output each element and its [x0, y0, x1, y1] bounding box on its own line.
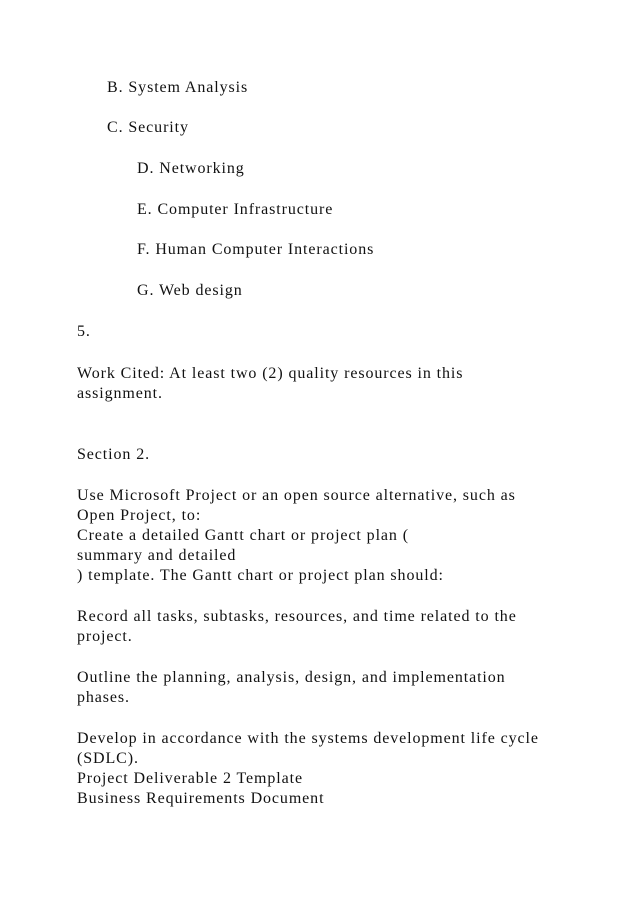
intro-line-5: ) template. The Gantt chart or project plan should: — [77, 567, 444, 584]
requirement-3-line-1: Develop in accordance with the systems development life cycle — [77, 730, 539, 747]
outline-item-e: E. Computer Infrastructure — [137, 201, 334, 218]
intro-line-1: Use Microsoft Project or an open source alternative, such as — [77, 487, 516, 504]
item-5-number: 5. — [77, 323, 91, 340]
outline-item-f: F. Human Computer Interactions — [137, 241, 375, 258]
outline-item-c: C. Security — [107, 119, 189, 136]
document-title: Business Requirements Document — [77, 790, 325, 807]
intro-line-2: Open Project, to: — [77, 507, 202, 524]
intro-line-4: summary and detailed — [77, 547, 237, 564]
requirement-1-line-1: Record all tasks, subtasks, resources, and time related to the — [77, 608, 517, 625]
intro-line-3: Create a detailed Gantt chart or project plan ( — [77, 527, 409, 544]
requirement-1-line-2: project. — [77, 628, 133, 645]
outline-item-d: D. Networking — [137, 160, 245, 177]
requirement-2-line-2: phases. — [77, 689, 130, 706]
section-2-heading: Section 2. — [77, 446, 150, 463]
outline-item-b: B. System Analysis — [107, 79, 249, 96]
requirement-2-line-1: Outline the planning, analysis, design, and implementation — [77, 669, 506, 686]
requirement-3-line-2: (SDLC). — [77, 750, 139, 767]
work-cited-line-2: assignment. — [77, 385, 163, 402]
template-title: Project Deliverable 2 Template — [77, 770, 303, 787]
work-cited-line-1: Work Cited: At least two (2) quality resources in this — [77, 365, 464, 382]
outline-item-g: G. Web design — [137, 282, 243, 299]
